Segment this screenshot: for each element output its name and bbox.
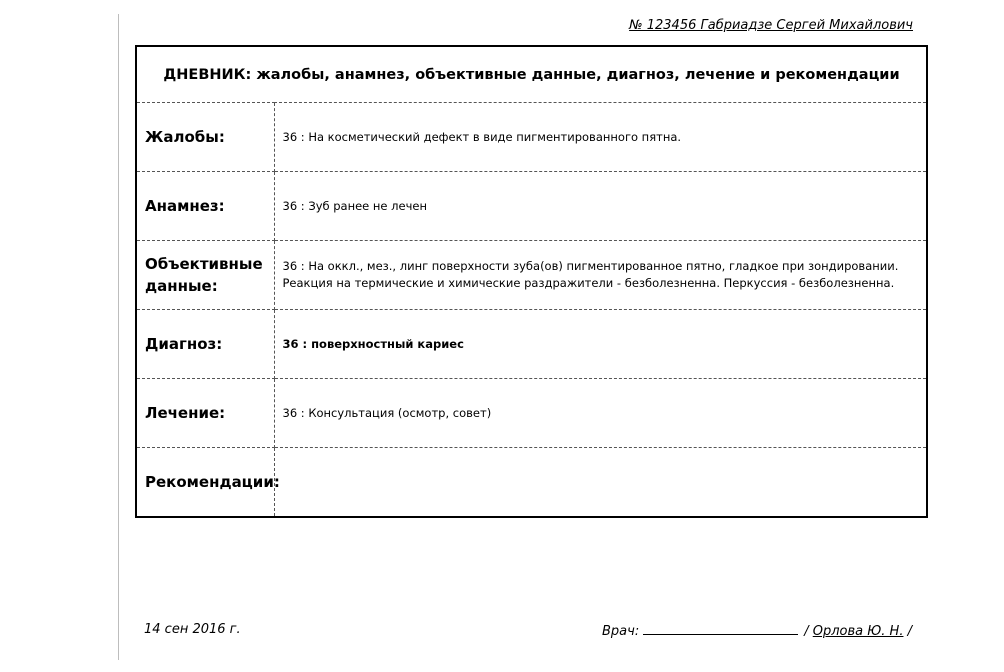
objective-value: 36 : На оккл., мез., линг поверхности зуба(ов) пигментированное пятно, гладкое при зондировании. Реакция на термические и химические раздражители - безболезненна. Перкуссия - безболезненна. bbox=[274, 241, 927, 310]
recommendations-label: Рекомендации: bbox=[136, 448, 274, 518]
row-anamnesis bbox=[136, 172, 927, 241]
objective-label: Объективные данные: bbox=[136, 241, 274, 310]
recommendations-value bbox=[274, 448, 927, 518]
doctor-signature-block bbox=[602, 622, 912, 639]
diagnosis-value: 36 : поверхностный кариес bbox=[274, 310, 927, 379]
row-complaints bbox=[136, 103, 927, 172]
signature-line bbox=[643, 622, 798, 635]
page-edge-line bbox=[118, 14, 119, 660]
row-recommendations bbox=[136, 448, 927, 518]
anamnesis-label: Анамнез: bbox=[136, 172, 274, 241]
table-title-row bbox=[136, 46, 927, 103]
treatment-label: Лечение: bbox=[136, 379, 274, 448]
complaints-label: Жалобы: bbox=[136, 103, 274, 172]
slash-close: / bbox=[907, 624, 912, 639]
anamnesis-value: 36 : Зуб ранее не лечен bbox=[274, 172, 927, 241]
doctor-label: Врач: bbox=[602, 624, 640, 639]
diagnosis-label: Диагноз: bbox=[136, 310, 274, 379]
doctor-name: Орлова Ю. Н. bbox=[812, 624, 904, 639]
row-objective bbox=[136, 241, 927, 310]
table-title: ДНЕВНИК: жалобы, анамнез, объективные данные, диагноз, лечение и рекомендации bbox=[136, 46, 927, 103]
patient-header: № 123456 Габриадзе Сергей Михайлович bbox=[629, 18, 913, 33]
slash-open: / bbox=[804, 624, 809, 639]
document-date: 14 сен 2016 г. bbox=[144, 622, 241, 637]
treatment-value: 36 : Консультация (осмотр, совет) bbox=[274, 379, 927, 448]
diary-table bbox=[135, 45, 928, 518]
row-treatment bbox=[136, 379, 927, 448]
row-diagnosis bbox=[136, 310, 927, 379]
complaints-value: 36 : На косметический дефект в виде пигментированного пятна. bbox=[274, 103, 927, 172]
